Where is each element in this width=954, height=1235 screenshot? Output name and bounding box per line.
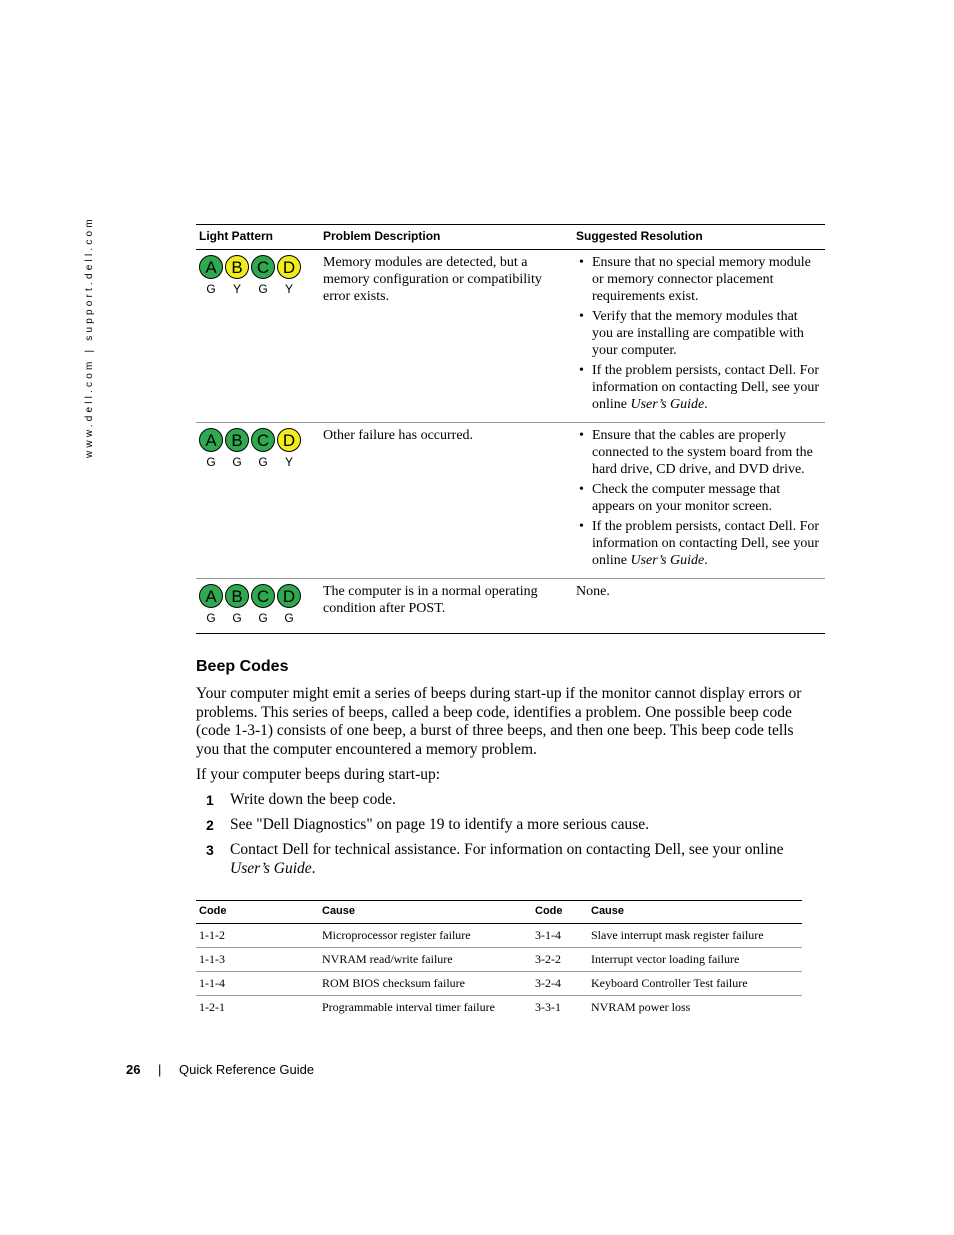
light-pattern-cell [196, 579, 320, 634]
footer-title: Quick Reference Guide [179, 1062, 315, 1077]
diagnostic-light-icon: C [251, 428, 275, 452]
lead-paragraph: If your computer beeps during start-up: [196, 766, 441, 783]
resolution-item: • If the problem persists, contact Dell. For information on contacting Dell, see your online User’s Guide. [592, 518, 822, 569]
light-codes [199, 610, 317, 627]
resolution-list [576, 427, 822, 569]
diagnostic-light-icon: A [199, 428, 223, 452]
table-row [196, 948, 802, 972]
light-code-label: G [258, 282, 268, 296]
step-number: 2 [206, 817, 214, 833]
diagnostic-lights [199, 428, 317, 452]
beep-cause: Microprocessor register failure [319, 924, 532, 948]
beep-code: 3-1-4 [532, 924, 588, 948]
diagnostic-lights [199, 584, 317, 608]
light-code-label: Y [284, 455, 293, 469]
light-code-label: Y [284, 282, 293, 296]
header-suggested-resolution: Suggested Resolution [573, 225, 825, 250]
table-row [196, 250, 825, 423]
header-cause: Cause [588, 901, 802, 924]
diagnostic-light-icon: D [277, 584, 301, 608]
resolution-item: • Ensure that the cables are properly connected to the system board from the hard drive, CD drive, and DVD drive. [592, 427, 822, 478]
beep-cause: Slave interrupt mask register failure [588, 924, 802, 948]
beep-cause: Programmable interval timer failure [322, 1000, 495, 1014]
diagnostic-light-icon: C [251, 584, 275, 608]
step-item [196, 816, 796, 835]
beep-cause: Interrupt vector loading failure [588, 948, 802, 972]
step-number: 3 [206, 842, 214, 858]
beep-cause: NVRAM read/write failure [319, 948, 532, 972]
diagnostic-light-icon: A [199, 255, 223, 279]
beep-code: 3-2-4 [532, 972, 588, 996]
step-item [196, 791, 796, 810]
page-number: 26 [126, 1062, 141, 1077]
sidebar-url-text: www.dell.com | support.dell.com [84, 216, 95, 458]
beep-code: 3-3-1 [535, 1000, 561, 1014]
table-row [196, 996, 802, 1020]
step-text: See "Dell Diagnostics" on page 19 to identify a more serious cause. [230, 816, 649, 833]
header-code: Code [196, 901, 319, 924]
intro-paragraph: Your computer might emit a series of beeps during start-up if the monitor cannot display errors or problems. This series of beeps, called a beep code, identifies a problem. One possible beep code (code 1-3-1) consists of one beep, a burst of three beeps, and then one beep. This beep code tells you that the computer encountered a memory problem. [196, 685, 802, 758]
light-code-label: G [258, 455, 268, 469]
resolution-item: • Ensure that no special memory module or memory connector placement requirements exist. [592, 254, 822, 305]
table-row [196, 423, 825, 579]
beep-code: 1-1-2 [196, 924, 319, 948]
diagnostic-light-icon: B [225, 584, 249, 608]
diagnostic-light-icon: B [225, 255, 249, 279]
beep-code: 1-2-1 [199, 1000, 225, 1014]
table-row [196, 924, 802, 948]
beep-cause: ROM BIOS checksum failure [319, 972, 532, 996]
diagnostic-lights [199, 255, 317, 279]
light-codes [199, 454, 317, 471]
suggested-resolution: None. [573, 579, 825, 634]
suggested-resolution [573, 423, 825, 579]
diagnostic-light-icon: D [277, 255, 301, 279]
beep-code: 1-1-4 [196, 972, 319, 996]
light-code-label: G [258, 611, 268, 625]
step-text: Contact Dell for technical assistance. For information on contacting Dell, see your online User’s Guide. [230, 841, 784, 877]
beep-cause: NVRAM power loss [591, 1000, 691, 1014]
header-cause: Cause [319, 901, 532, 924]
diagnostic-light-icon: A [199, 584, 223, 608]
light-pattern-table [196, 224, 825, 634]
light-code-label: G [284, 611, 294, 625]
problem-description: The computer is in a normal operating condition after POST. [320, 579, 573, 634]
table-header-row [196, 225, 825, 250]
beep-code: 3-2-2 [532, 948, 588, 972]
beep-code: 1-1-3 [196, 948, 319, 972]
suggested-resolution [573, 250, 825, 423]
light-code-label: Y [232, 282, 241, 296]
light-code-label: G [232, 455, 242, 469]
beep-cause: Keyboard Controller Test failure [588, 972, 802, 996]
light-code-label: G [206, 455, 216, 469]
table-row [196, 972, 802, 996]
problem-description: Other failure has occurred. [320, 423, 573, 579]
step-item [196, 841, 796, 878]
header-problem-description: Problem Description [320, 225, 573, 250]
diagnostic-light-icon: D [277, 428, 301, 452]
section-heading: Beep Codes [196, 658, 289, 675]
footer-separator: | [158, 1062, 162, 1077]
light-pattern-cell [196, 250, 320, 423]
resolution-item: • Verify that the memory modules that you are installing are compatible with your computer. [592, 308, 822, 359]
light-code-label: G [206, 282, 216, 296]
light-pattern-cell [196, 423, 320, 579]
resolution-list [576, 254, 822, 413]
problem-description: Memory modules are detected, but a memory configuration or compatibility error exists. [320, 250, 573, 423]
step-number: 1 [206, 792, 214, 808]
diagnostic-light-icon: C [251, 255, 275, 279]
beep-code-table [196, 900, 802, 1019]
header-code: Code [532, 901, 588, 924]
table-header-row [196, 901, 802, 924]
resolution-item: • If the problem persists, contact Dell. For information on contacting Dell, see your online User’s Guide. [592, 362, 822, 413]
step-text: Write down the beep code. [230, 791, 396, 808]
light-codes [199, 281, 317, 298]
light-code-label: G [206, 611, 216, 625]
diagnostic-light-icon: B [225, 428, 249, 452]
table-row [196, 579, 825, 634]
header-light-pattern: Light Pattern [196, 225, 320, 250]
resolution-item: • Check the computer message that appears on your monitor screen. [592, 481, 822, 515]
light-code-label: G [232, 611, 242, 625]
